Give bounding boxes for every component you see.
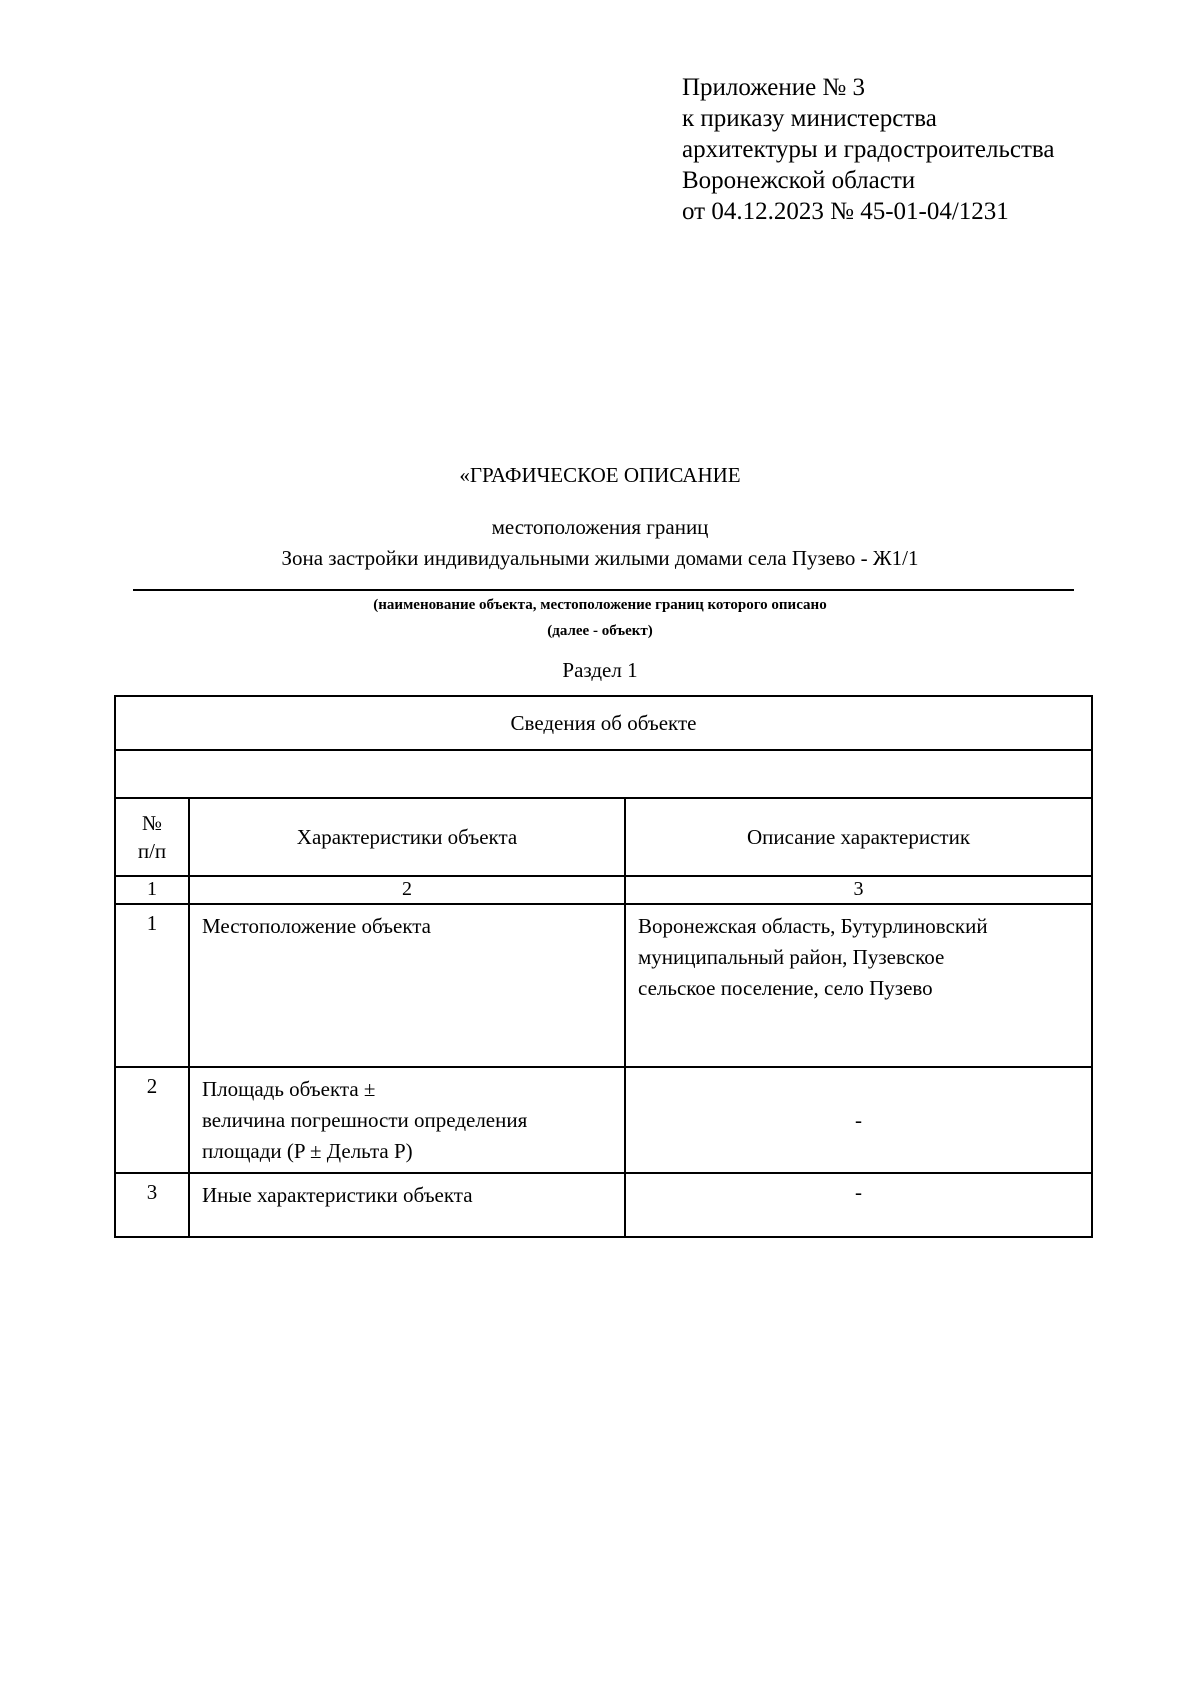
object-name-caption: (далее - объект) [547, 623, 653, 639]
table-heading: Сведения об объекте [115, 696, 1092, 750]
table-column-index-row [115, 876, 1092, 904]
object-info-table [114, 695, 1093, 1238]
column-index: 1 [115, 876, 189, 904]
row-characteristic [189, 1173, 625, 1237]
column-index: 3 [625, 876, 1092, 904]
appendix-line: Воронежской области [682, 167, 916, 194]
row-characteristic-line: величина погрешности определения [202, 1108, 528, 1132]
row-description: - [625, 1067, 1092, 1173]
appendix-line: архитектуры и градостроительства [682, 136, 1055, 163]
object-name-caption: (наименование объекта, местоположение границ которого описано [373, 597, 827, 613]
appendix-line: от 04.12.2023 № 45-01-04/1231 [682, 198, 1009, 225]
row-description-line: сельское поселение, село Пузево [638, 976, 933, 1000]
object-name-underline [133, 589, 1074, 591]
row-number: 2 [115, 1067, 189, 1173]
column-header-description: Описание характеристик [625, 798, 1092, 876]
column-index: 2 [189, 876, 625, 904]
table-blank-row [115, 750, 1092, 798]
row-description: - [625, 1173, 1092, 1237]
appendix-line: Приложение № 3 [682, 74, 866, 101]
table-column-header-row [115, 798, 1092, 876]
appendix-line: к приказу министерства [682, 105, 937, 132]
row-description-line: Воронежская область, Бутурлиновский [638, 914, 988, 938]
table-row [115, 904, 1092, 1067]
appendix-block [682, 72, 1142, 227]
object-name: Зона застройки индивидуальными жилыми домами села Пузево - Ж1/1 [281, 546, 919, 570]
row-characteristic [189, 1067, 625, 1173]
column-header-characteristics: Характеристики объекта [189, 798, 625, 876]
table-heading-row [115, 696, 1092, 750]
row-characteristic [189, 904, 625, 1067]
row-description [625, 904, 1092, 1067]
section-title: Раздел 1 [562, 658, 638, 682]
table-blank-cell [115, 750, 1092, 798]
document-subtitle: местоположения границ [491, 515, 709, 539]
column-header-num-line: № [141, 811, 163, 835]
row-characteristic-line: Иные характеристики объекта [202, 1183, 473, 1207]
row-characteristic-line: Площадь объекта ± [202, 1077, 376, 1101]
column-header-num [115, 798, 189, 876]
table-row [115, 1067, 1092, 1173]
row-characteristic-line: площади (P ± Дельта P) [202, 1139, 413, 1163]
table-row [115, 1173, 1092, 1237]
row-description-line: муниципальный район, Пузевское [638, 945, 945, 969]
row-number: 1 [115, 904, 189, 1067]
row-number: 3 [115, 1173, 189, 1237]
column-header-num-line: п/п [137, 839, 167, 863]
document-title: «ГРАФИЧЕСКОЕ ОПИСАНИЕ [459, 463, 741, 487]
row-characteristic-line: Местоположение объекта [202, 914, 432, 938]
